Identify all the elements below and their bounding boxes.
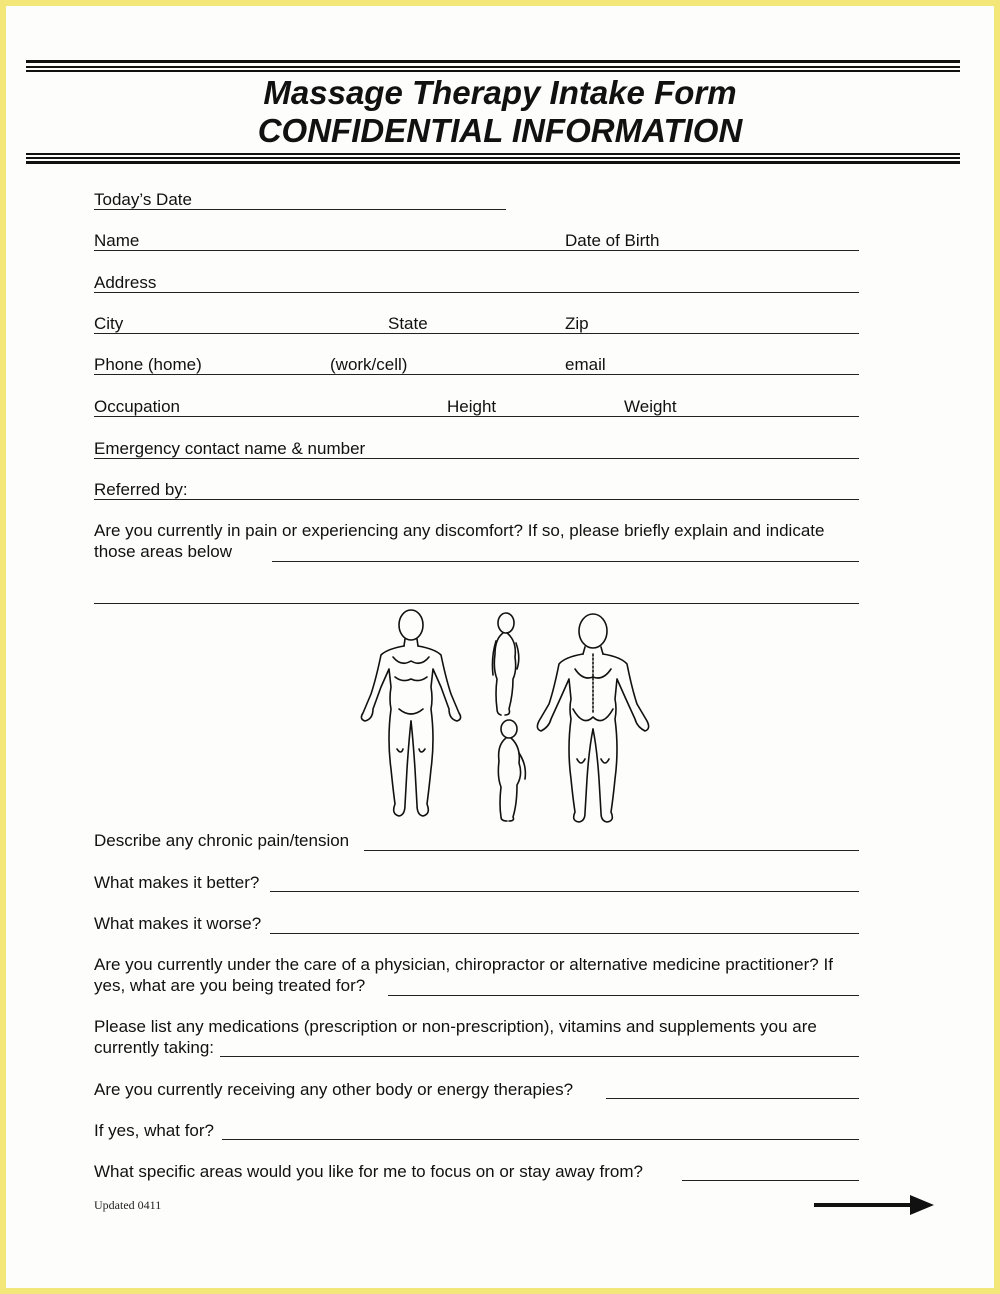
header-rule-top-2 <box>26 66 960 68</box>
todays-date-field[interactable] <box>94 209 506 210</box>
phone-field[interactable] <box>94 374 859 375</box>
if-yes-label: If yes, what for? <box>94 1121 214 1140</box>
meds-field[interactable] <box>220 1056 859 1057</box>
phone-home-label: Phone (home) <box>94 355 202 374</box>
side-figure-upper-icon <box>492 613 518 715</box>
header-rule-bottom-3 <box>26 161 960 164</box>
form-subtitle: CONFIDENTIAL INFORMATION <box>257 112 743 149</box>
worse-label: What makes it worse? <box>94 914 262 933</box>
focus-areas-field[interactable] <box>682 1180 859 1181</box>
therapies-field[interactable] <box>606 1098 859 1099</box>
email-label: email <box>565 355 606 374</box>
zip-label: Zip <box>565 314 589 333</box>
pain-question-line1: Are you currently in pain or experiencing any discomfort? If so, please briefly explain and indicate <box>94 521 825 540</box>
chronic-pain-label: Describe any chronic pain/tension <box>94 831 350 850</box>
emergency-contact-field[interactable] <box>94 458 859 459</box>
if-yes-field[interactable] <box>222 1139 859 1140</box>
name-label: Name <box>94 231 140 250</box>
emergency-contact-label: Emergency contact name & number <box>94 439 366 458</box>
work-cell-label: (work/cell) <box>330 355 408 374</box>
city-label: City <box>94 314 124 333</box>
care-question-line1: Are you currently under the care of a physician, chiropractor or alternative medicine practitioner? If <box>94 955 833 974</box>
referred-by-label: Referred by: <box>94 480 188 499</box>
name-field[interactable] <box>94 250 859 251</box>
better-label: What makes it better? <box>94 873 260 892</box>
todays-date-label: Today’s Date <box>94 190 192 209</box>
state-label: State <box>388 314 428 333</box>
side-figure-lower-icon <box>498 720 525 821</box>
pain-field-2[interactable] <box>94 603 859 604</box>
city-field[interactable] <box>94 333 859 334</box>
header-rule-bottom-2 <box>26 157 960 159</box>
focus-areas-label: What specific areas would you like for me to focus on or stay away from? <box>94 1162 643 1181</box>
body-diagram-icon[interactable] <box>351 609 651 824</box>
pain-field-1[interactable] <box>272 561 859 562</box>
dob-label: Date of Birth <box>565 231 660 250</box>
chronic-pain-field[interactable] <box>364 850 859 851</box>
intake-form-page <box>6 6 994 1288</box>
address-field[interactable] <box>94 292 859 293</box>
referred-by-field[interactable] <box>94 499 859 500</box>
header-rule-top <box>26 60 960 63</box>
occupation-field[interactable] <box>94 416 859 417</box>
form-title: Massage Therapy Intake Form <box>263 74 737 111</box>
meds-question-line1: Please list any medications (prescription or non-prescription), vitamins and supplements you are <box>94 1017 817 1036</box>
care-question-line2: yes, what are you being treated for? <box>94 976 366 995</box>
pain-question-line2: those areas below <box>94 542 232 561</box>
address-label: Address <box>94 273 157 292</box>
occupation-label: Occupation <box>94 397 180 416</box>
worse-field[interactable] <box>270 933 859 934</box>
header-rule-top-3 <box>26 70 960 72</box>
back-figure-icon <box>537 614 648 822</box>
meds-question-line2: currently taking: <box>94 1038 214 1057</box>
front-figure-icon <box>361 610 460 816</box>
updated-note: Updated 0411 <box>94 1198 162 1212</box>
arrow-right-icon[interactable] <box>814 1194 936 1218</box>
better-field[interactable] <box>270 891 859 892</box>
height-label: Height <box>447 397 497 416</box>
weight-label: Weight <box>624 397 677 416</box>
care-field[interactable] <box>388 995 859 996</box>
header-rule-bottom <box>26 153 960 155</box>
therapies-label: Are you currently receiving any other body or energy therapies? <box>94 1080 574 1099</box>
